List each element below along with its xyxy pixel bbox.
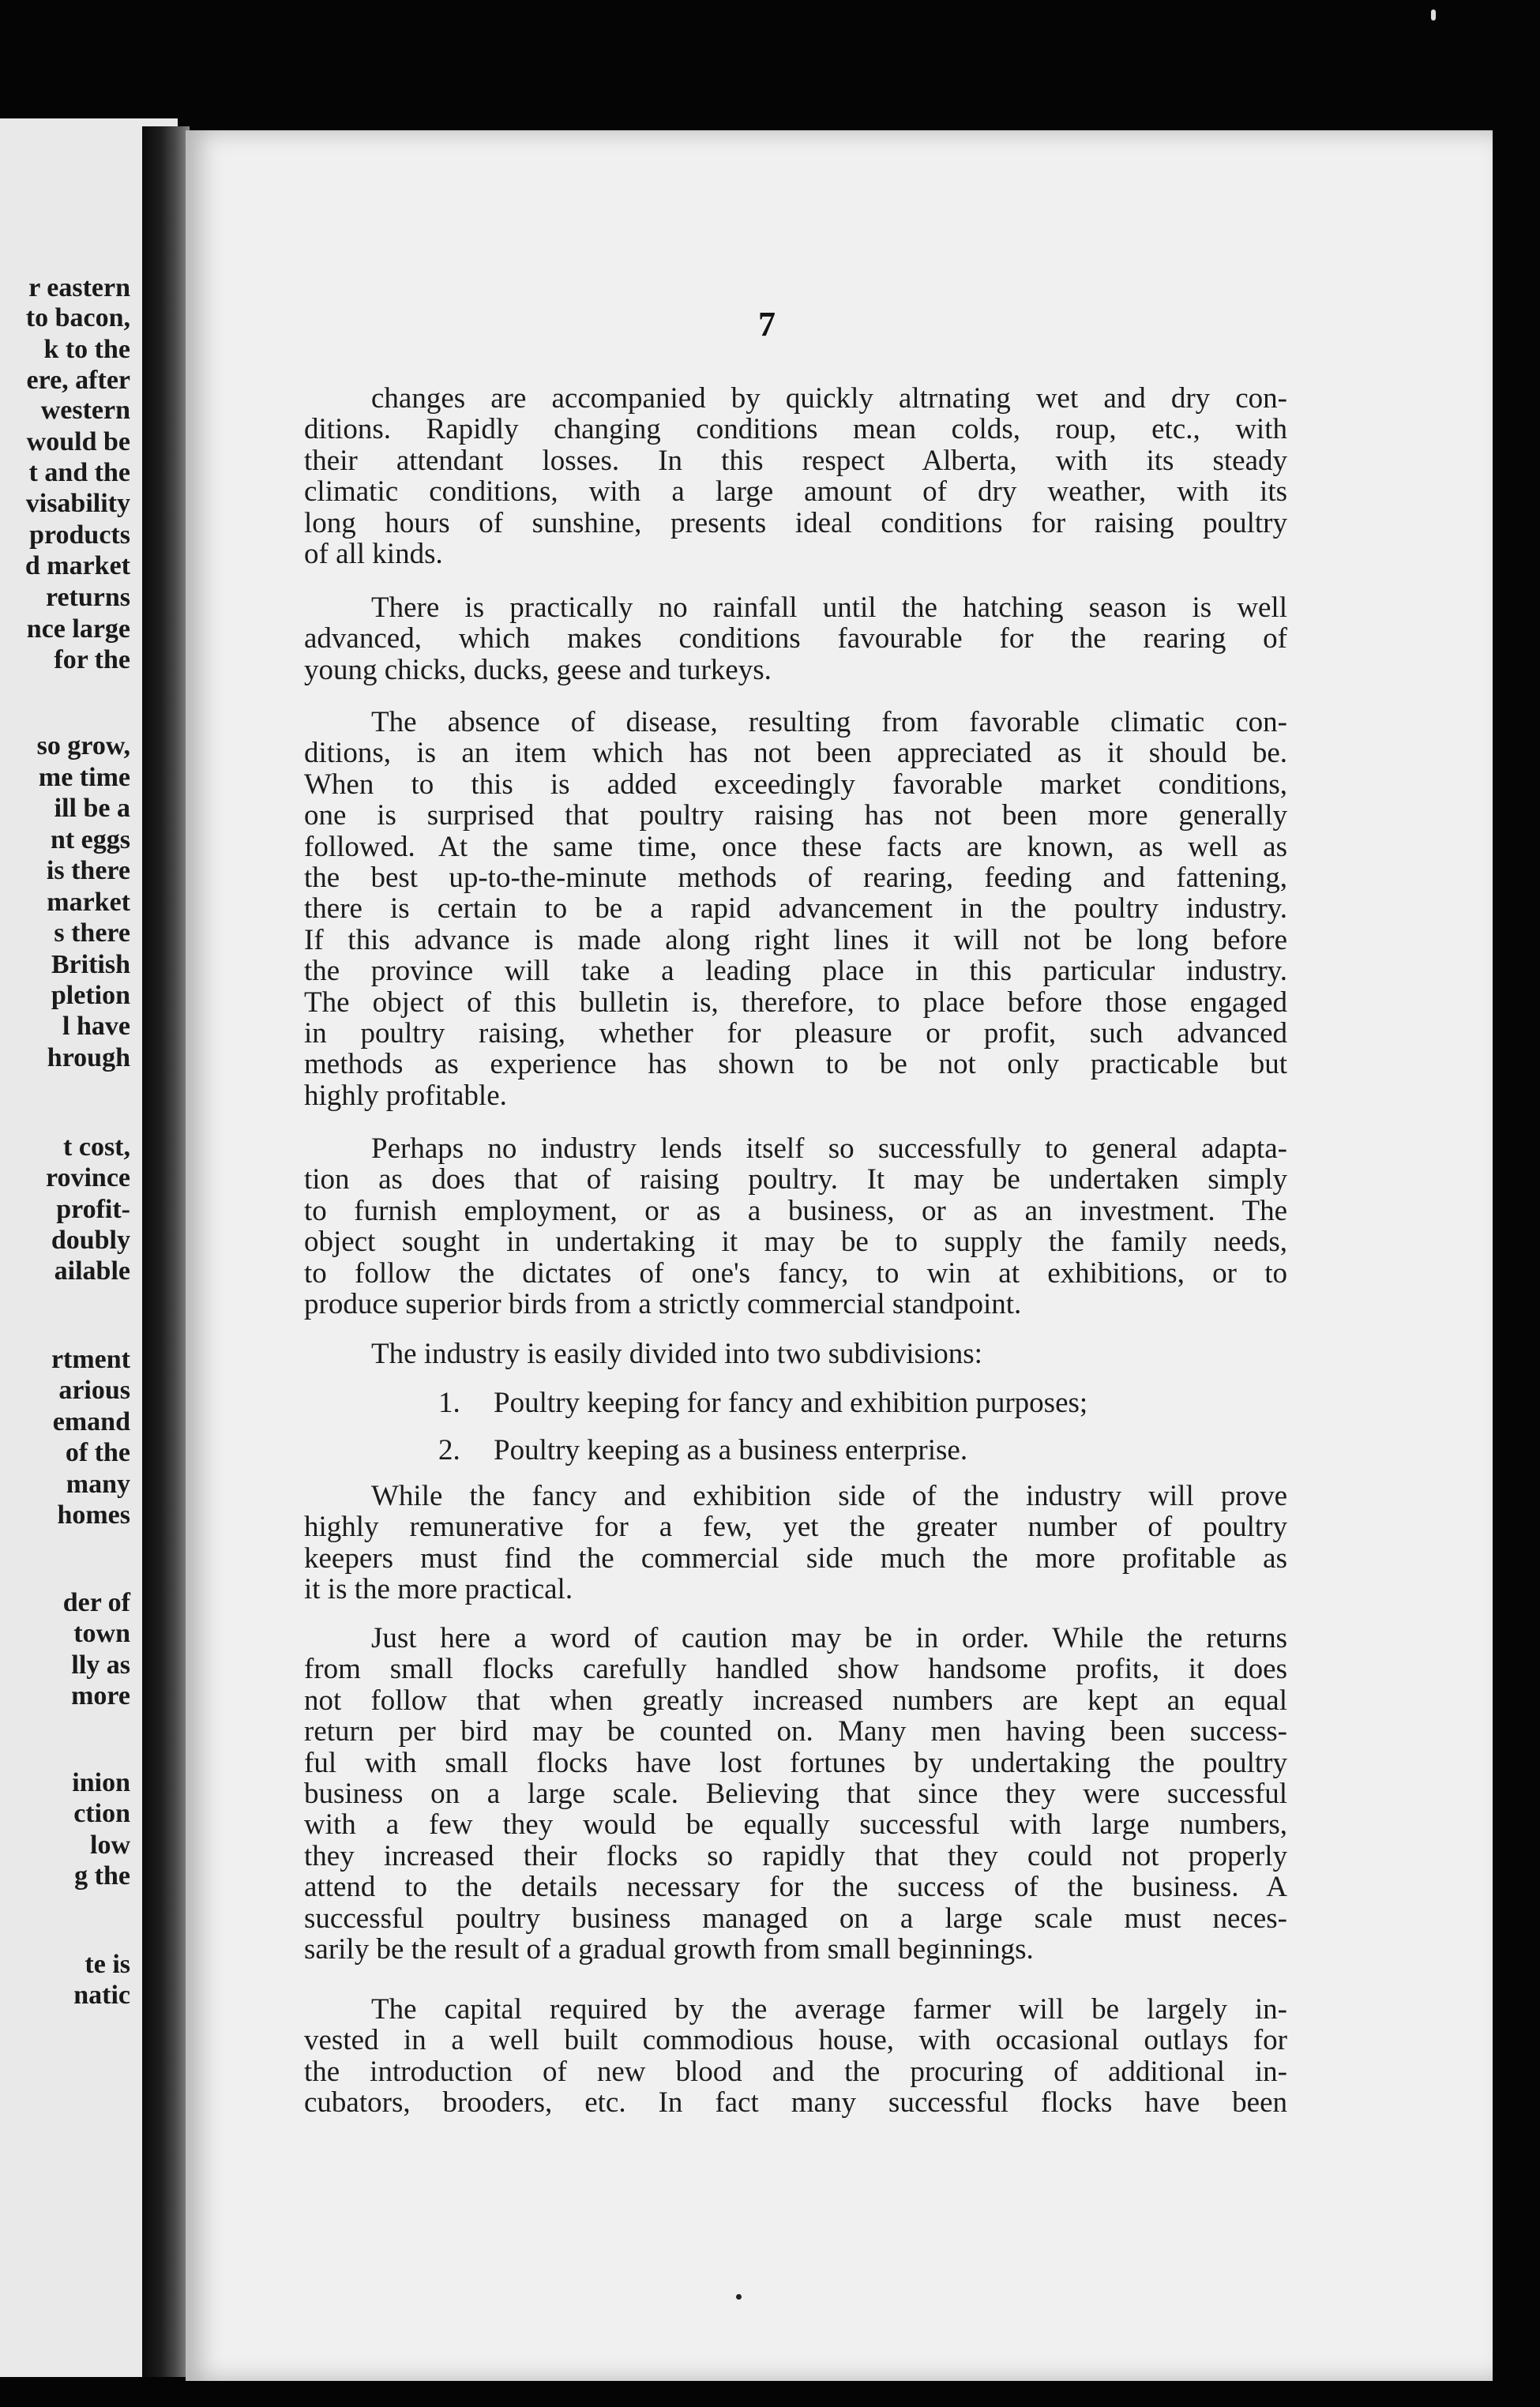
text-line: When to this is added exceedingly favorable market conditions,	[304, 768, 1287, 801]
text-line: to furnish employment, or as a business, or as an investment. The	[304, 1194, 1287, 1227]
left-page-line: profit-	[56, 1195, 130, 1224]
left-page-line: ailable	[54, 1256, 130, 1286]
left-page-line: many	[66, 1470, 130, 1499]
text-line: of all kinds.	[304, 538, 443, 571]
text-line: ful with small flocks have lost fortunes by undertaking the poultry	[304, 1746, 1287, 1779]
left-page-line: emand	[52, 1407, 130, 1436]
left-page-line: ere, after	[26, 366, 130, 395]
list-item-text: Poultry keeping for fancy and exhibition purposes;	[494, 1387, 1088, 1419]
text-line: not follow that when greatly increased numbers are kept an equal	[304, 1684, 1287, 1717]
text-line: Perhaps no industry lends itself so successfully to general adapta-	[371, 1132, 1287, 1165]
left-page-line: der of	[62, 1588, 130, 1617]
text-line: young chicks, ducks, geese and turkeys.	[304, 653, 772, 686]
paragraph	[304, 1133, 1287, 1320]
text-line: produce superior birds from a strictly commercial standpoint.	[304, 1288, 1022, 1321]
text-line: business on a large scale. Believing that since they were successful	[304, 1778, 1287, 1811]
left-page-line: of the	[65, 1438, 130, 1467]
text-line: there is certain to be a rapid advancement in the poultry industry.	[304, 892, 1287, 926]
text-line: The capital required by the average farmer will be largely in-	[371, 1993, 1287, 2026]
left-page-line: would be	[26, 427, 130, 456]
text-line: keepers must find the commercial side much the more profitable as	[304, 1541, 1287, 1575]
left-page-line: hrough	[47, 1043, 130, 1072]
paragraph	[304, 1339, 1287, 1369]
text-line: in poultry raising, whether for pleasure or profit, such advanced	[304, 1017, 1287, 1050]
text-line: it is the more practical.	[304, 1573, 573, 1606]
text-line: methods as experience has shown to be not only practicable but	[304, 1048, 1287, 1081]
left-page-line: lly as	[71, 1650, 130, 1680]
left-page-line: doubly	[51, 1226, 130, 1255]
left-page-line: arious	[58, 1376, 130, 1405]
left-page-line: s there	[54, 918, 130, 948]
left-page-line: k to the	[43, 335, 130, 364]
left-page-line: ction	[73, 1799, 130, 1828]
paragraph	[304, 383, 1287, 569]
scan-edge-mark	[1431, 9, 1436, 21]
left-page-line: t and the	[28, 458, 130, 487]
text-line: vested in a well built commodious house, with occasional outlays for	[304, 2024, 1287, 2057]
text-line: If this advance is made along right lines it will not be long before	[304, 923, 1287, 956]
text-line: cubators, brooders, etc. In fact many successful flocks have been	[304, 2086, 1287, 2120]
list-item-text: Poultry keeping as a business enterprise.	[494, 1434, 968, 1466]
text-line: the best up-to-the-minute methods of rearing, feeding and fattening,	[304, 862, 1287, 895]
left-page-line: pletion	[51, 981, 130, 1010]
left-page-line: t cost,	[63, 1132, 130, 1162]
left-page-line: western	[40, 396, 130, 425]
text-line: tion as does that of raising poultry. It may be undertaken simply	[304, 1163, 1287, 1196]
left-page-line: town	[73, 1619, 130, 1648]
text-line: successful poultry business managed on a large scale must neces-	[304, 1902, 1287, 1935]
text-line: highly remunerative for a few, yet the greater number of poultry	[304, 1511, 1287, 1544]
paragraph	[304, 1481, 1287, 1605]
left-page-line: returns	[45, 583, 130, 612]
list-item-number: 2.	[438, 1434, 460, 1466]
text-line: changes are accompanied by quickly altrnating wet and dry con-	[371, 382, 1287, 415]
left-page-line: low	[90, 1831, 130, 1860]
left-page-line: to bacon,	[25, 303, 130, 332]
text-line: The absence of disease, resulting from favorable climatic con-	[371, 706, 1287, 738]
list-item-number: 1.	[438, 1387, 460, 1419]
text-line: long hours of sunshine, presents ideal conditions for raising poultry	[304, 506, 1287, 539]
text-line: the province will take a leading place in this particular industry.	[304, 955, 1287, 988]
left-page-line: g the	[74, 1861, 130, 1891]
left-page-line: d market	[24, 551, 130, 580]
text-line: with a few they would be equally successful with large numbers,	[304, 1808, 1287, 1842]
paragraph	[304, 1623, 1287, 1965]
left-page-line: r eastern	[28, 273, 130, 302]
text-line: sarily be the result of a gradual growth from small beginnings.	[304, 1933, 1034, 1966]
left-page-line: te is	[85, 1950, 130, 1979]
left-page-line: me time	[38, 763, 130, 792]
text-line: highly profitable.	[304, 1079, 507, 1112]
left-page-line: British	[51, 950, 130, 979]
left-page-line: nce large	[26, 614, 130, 644]
left-page-line: nt eggs	[50, 825, 130, 854]
left-page-line: rtment	[51, 1345, 130, 1374]
paragraph	[304, 707, 1287, 1111]
left-page-line: rovince	[45, 1163, 130, 1192]
text-line: return per bird may be counted on. Many men having been success-	[304, 1715, 1287, 1748]
left-page-line: is there	[46, 856, 130, 885]
left-page-line: more	[71, 1681, 130, 1710]
text-line: followed. At the same time, once these facts are known, as well as	[304, 830, 1287, 863]
left-page-line: products	[29, 520, 130, 550]
ink-dot	[736, 2294, 742, 2300]
text-line: the introduction of new blood and the procuring of additional in-	[304, 2055, 1287, 2088]
text-line: from small flocks carefully handled show handsome profits, it does	[304, 1653, 1287, 1686]
page-number: 7	[758, 305, 776, 344]
text-line: ditions, is an item which has not been appreciated as it should be.	[304, 737, 1287, 770]
text-line: The industry is easily divided into two subdivisions:	[371, 1338, 982, 1370]
text-line: climatic conditions, with a large amount of dry weather, with its	[304, 475, 1287, 509]
text-line: advanced, which makes conditions favourable for the rearing of	[304, 622, 1287, 655]
left-page-line: so grow,	[36, 731, 130, 760]
text-line: There is practically no rainfall until the hatching season is well	[371, 591, 1287, 624]
left-page-line: visability	[25, 489, 130, 518]
paragraph	[304, 1994, 1287, 2119]
text-line: object sought in undertaking it may be to supply the family needs,	[304, 1226, 1287, 1259]
text-line: their attendant losses. In this respect Alberta, with its steady	[304, 444, 1287, 477]
text-line: Just here a word of caution may be in order. While the returns	[371, 1622, 1287, 1654]
left-page-line: ill be a	[54, 794, 130, 823]
text-line: The object of this bulletin is, therefore, to place before those engaged	[304, 986, 1287, 1019]
left-page-line: natic	[73, 1981, 130, 2010]
text-line: they increased their flocks so rapidly that they could not properly	[304, 1839, 1287, 1872]
book-gutter	[142, 126, 190, 2377]
left-page-line: l have	[62, 1012, 130, 1041]
text-line: ditions. Rapidly changing conditions mean colds, roup, etc., with	[304, 413, 1287, 446]
text-line: attend to the details necessary for the success of the business. A	[304, 1871, 1287, 1904]
text-line: one is surprised that poultry raising has not been more generally	[304, 799, 1287, 832]
left-page-line: market	[47, 888, 130, 917]
list-item	[438, 1433, 967, 1467]
text-line: While the fancy and exhibition side of the industry will prove	[371, 1480, 1287, 1512]
left-page-line: inion	[72, 1768, 130, 1797]
list-item	[438, 1386, 1087, 1420]
left-page-line: for the	[54, 645, 130, 674]
left-page-line: homes	[57, 1500, 130, 1530]
paragraph	[304, 592, 1287, 685]
text-line: to follow the dictates of one's fancy, to win at exhibitions, or to	[304, 1256, 1287, 1290]
